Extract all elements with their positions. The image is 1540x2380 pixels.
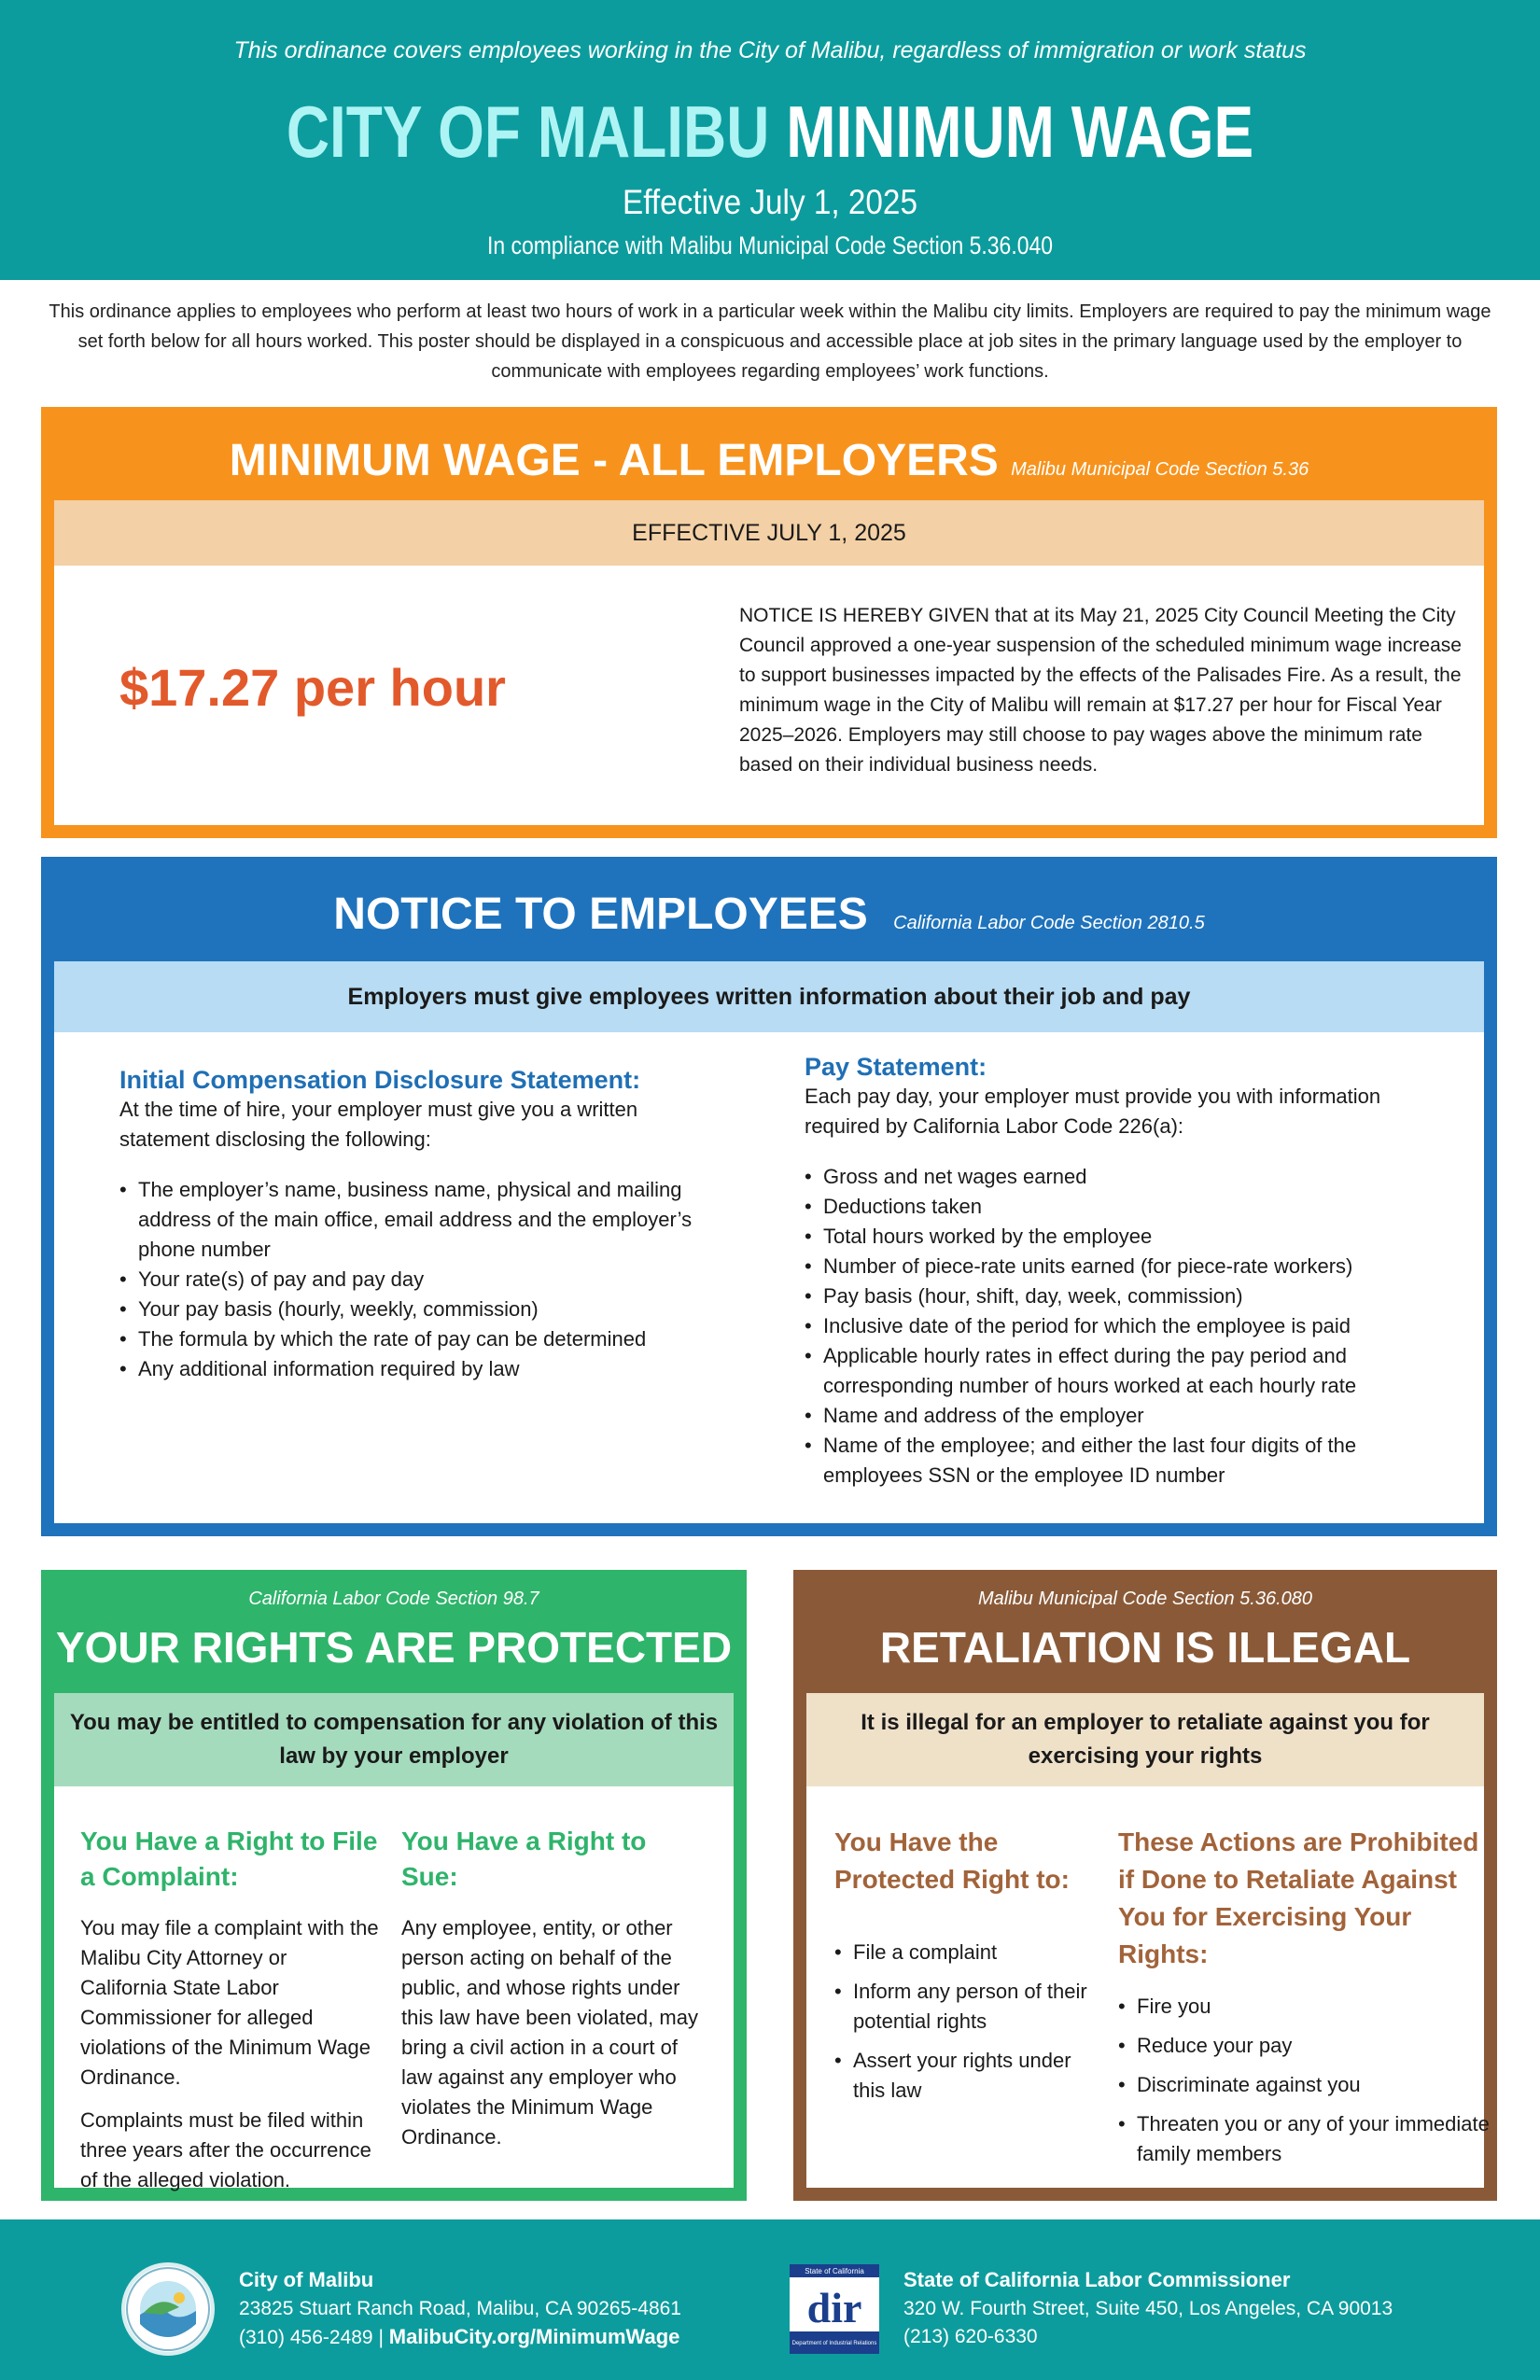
rights-band: You may be entitled to compensation for any violation of this law by your employer xyxy=(54,1693,734,1786)
dir-logo-bottom-text: Department of Industrial Relations xyxy=(791,2341,877,2346)
notice-heading xyxy=(41,889,1497,940)
protected-rights-list xyxy=(834,1938,1105,2106)
complaint-text: You may file a complaint with the Malibu City Attorney or California State Labor Commissioner for alleged violations of the Minimum Wage Ordinance. xyxy=(80,1916,379,2089)
list-item: • Your pay basis (hourly, weekly, commission) xyxy=(119,1295,698,1324)
suspension-notice: NOTICE IS HEREBY GIVEN that at its May 21, 2025 City Council Meeting the City Council approved a one-year suspension of the scheduled minimum wage increase to support businesses impacted by the effects of the Palisades Fire. As a result, the minimum wage in the City of Malibu will remain at $17.27 per hour for Fiscal Year 2025–2026. Employers may still choose to pay wages above the minimum rate based on their individual business needs. xyxy=(739,605,1462,776)
retaliation-body xyxy=(806,1786,1490,2188)
city-seal-icon xyxy=(121,2262,215,2356)
state-address: 320 W. Fourth Street, Suite 450, Los Angeles, CA 90013 xyxy=(903,2298,1393,2319)
list-item: • Any additional information required by law xyxy=(119,1354,698,1384)
protected-rights-heading: You Have the Protected Right to: xyxy=(834,1827,1070,1894)
header-banner xyxy=(0,0,1540,280)
list-item: • Total hours worked by the employee xyxy=(805,1222,1421,1252)
dir-logo-icon xyxy=(790,2264,879,2354)
minimum-wage-effective-band: EFFECTIVE JULY 1, 2025 xyxy=(54,500,1484,566)
effective-date: Effective July 1, 2025 xyxy=(623,183,917,221)
rights-body xyxy=(54,1786,734,2191)
list-item: • Reduce your pay xyxy=(1118,2031,1491,2061)
page-title xyxy=(139,90,1402,174)
prohibited-actions-list xyxy=(1118,1992,1491,2169)
notice-title: NOTICE TO EMPLOYEES xyxy=(333,889,868,939)
state-phone: (213) 620-6330 xyxy=(903,2326,1038,2347)
list-item: • Threaten you or any of your immediate family members xyxy=(1118,2109,1491,2169)
list-item: • File a complaint xyxy=(834,1938,1105,1967)
retaliation-section xyxy=(793,1570,1497,2201)
dir-logo-top-text: State of California xyxy=(805,2267,864,2275)
title-city: CITY OF MALIBU xyxy=(286,91,770,173)
retaliation-band: It is illegal for an employer to retaliate against you for exercising your rights xyxy=(806,1693,1484,1786)
disclosure-column xyxy=(119,1066,698,1384)
sue-heading: You Have a Right to Sue: xyxy=(401,1827,647,1891)
title-minimum-wage: MINIMUM WAGE xyxy=(786,91,1254,173)
minimum-wage-heading xyxy=(41,435,1497,486)
list-item: • Assert your rights under this law xyxy=(834,2046,1105,2106)
minimum-wage-section xyxy=(41,407,1497,838)
minimum-wage-code: Malibu Municipal Code Section 5.36 xyxy=(1011,459,1309,480)
state-contact xyxy=(903,2266,1393,2351)
list-item: • Pay basis (hour, shift, day, week, commission) xyxy=(805,1281,1421,1311)
compliance-code: In compliance with Malibu Municipal Code Section 5.36.040 xyxy=(487,231,1053,259)
prohibited-actions-column xyxy=(1118,1824,1491,2178)
complaint-deadline: Complaints must be filed within three years after the occurrence of the alleged violation. xyxy=(80,2108,371,2191)
list-item: • Inclusive date of the period for which the employee is paid xyxy=(805,1311,1421,1341)
rights-section xyxy=(41,1570,747,2201)
list-item: • The employer’s name, business name, physical and mailing address of the main office, email address and the employer’s phone number xyxy=(119,1175,698,1265)
disclosure-list xyxy=(119,1175,698,1384)
rights-title: YOUR RIGHTS ARE PROTECTED xyxy=(55,1623,733,1672)
complaint-heading: You Have a Right to File a Complaint: xyxy=(80,1827,378,1891)
state-name: State of California Labor Commissioner xyxy=(903,2268,1291,2291)
minimum-wage-title: MINIMUM WAGE - ALL EMPLOYERS xyxy=(229,436,999,485)
list-item: • Fire you xyxy=(1118,1992,1491,2022)
protected-rights-column xyxy=(834,1824,1105,2115)
city-contact xyxy=(239,2266,681,2352)
retaliation-title: RETALIATION IS ILLEGAL xyxy=(879,1623,1411,1672)
list-item: • Your rate(s) of pay and pay day xyxy=(119,1265,698,1295)
notice-to-employees-section xyxy=(41,857,1497,1536)
intro-text: This ordinance applies to employees who perform at least two hours of work in a particular week within the Malibu city limits. Employers are required to pay the minimum wage set forth below for all hours worked. This poster should be displayed in a conspicuous and accessible place at job sites in the primary language used by the employer to communicate with employees regarding employees’ work functions. xyxy=(49,301,1491,382)
city-website-link[interactable]: MalibuCity.org/MinimumWage xyxy=(388,2325,680,2348)
list-item: • Number of piece-rate units earned (for piece-rate workers) xyxy=(805,1252,1421,1281)
prohibited-actions-heading: These Actions are Prohibited if Done to Retaliate Against You for Exercising Your Rights: xyxy=(1118,1827,1479,1968)
rights-code: California Labor Code Section 98.7 xyxy=(248,1589,539,1609)
list-item: • Discriminate against you xyxy=(1118,2070,1491,2100)
minimum-wage-body xyxy=(54,566,1484,825)
sue-text: Any employee, entity, or other person acting on behalf of the public, and whose rights under this law have been violated, may bring a civil action in a court of law against any employer who violates the Minimum Wage Ordinance. xyxy=(401,1916,698,2149)
disclosure-text: At the time of hire, your employer must give you a written statement disclosing the following: xyxy=(119,1098,638,1151)
notice-body xyxy=(54,1032,1484,1523)
list-item: • Name of the employee; and either the last four digits of the employees SSN or the employee ID number xyxy=(805,1431,1421,1491)
list-item: • Applicable hourly rates in effect during the pay period and corresponding number of hours worked at each hourly rate xyxy=(805,1341,1421,1401)
pay-statement-text: Each pay day, your employer must provide you with information required by California Labor Code 226(a): xyxy=(805,1085,1381,1138)
dir-logo-mark: dir xyxy=(806,2284,862,2331)
wage-rate: $17.27 per hour xyxy=(119,658,506,717)
coverage-statement: This ordinance covers employees working in the City of Malibu, regardless of immigration or work status xyxy=(233,37,1307,63)
notice-code: California Labor Code Section 2810.5 xyxy=(893,913,1205,933)
sue-column xyxy=(401,1824,709,2152)
list-item: • The formula by which the rate of pay can be determined xyxy=(119,1324,698,1354)
list-item: • Name and address of the employer xyxy=(805,1401,1421,1431)
pay-statement-heading: Pay Statement: xyxy=(805,1053,987,1081)
list-item: • Deductions taken xyxy=(805,1192,1421,1222)
city-address: 23825 Stuart Ranch Road, Malibu, CA 90265-4861 xyxy=(239,2298,681,2319)
pay-statement-column xyxy=(805,1053,1421,1491)
list-item: • Inform any person of their potential rights xyxy=(834,1977,1105,2037)
notice-band: Employers must give employees written information about their job and pay xyxy=(54,961,1484,1032)
pay-statement-list xyxy=(805,1162,1421,1491)
city-phone: (310) 456-2489 | xyxy=(239,2327,384,2348)
list-item: • Gross and net wages earned xyxy=(805,1162,1421,1192)
complaint-column xyxy=(80,1824,379,2195)
retaliation-code: Malibu Municipal Code Section 5.36.080 xyxy=(978,1589,1312,1609)
city-name: City of Malibu xyxy=(239,2268,374,2291)
footer xyxy=(0,2219,1540,2380)
disclosure-heading: Initial Compensation Disclosure Statement: xyxy=(119,1066,641,1094)
